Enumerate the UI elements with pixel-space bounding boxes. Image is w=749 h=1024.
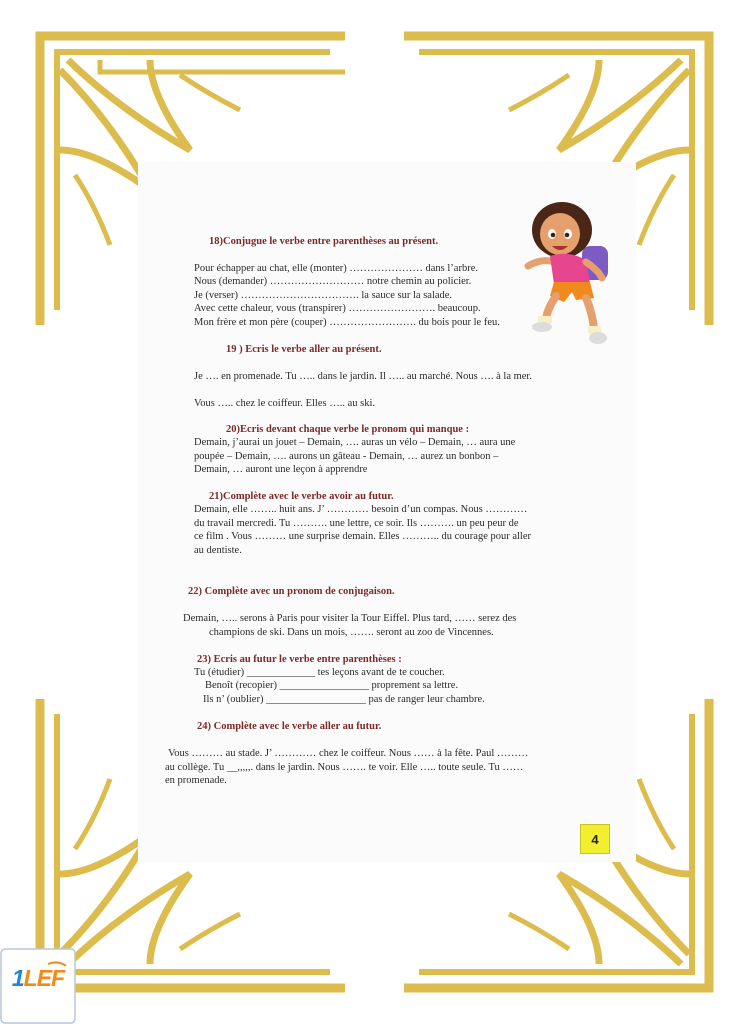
exercise-line: au collège. Tu __,,,,,. dans le jardin. Nous ……. te voir. Elle ….. toute seule. Tu …… [165, 762, 524, 773]
exercise-heading: 21)Complète avec le verbe avoir au futur. [209, 491, 394, 502]
exercise-line: Je …. en promenade. Tu ….. dans le jardin. Il ….. au marché. Nous …. à la mer. [194, 371, 532, 382]
exercise-line: Benoît (recopier) _________________ proprement sa lettre. [205, 680, 459, 691]
logo-part-2: LEF [23, 965, 65, 991]
exercise-heading: 23) Ecris au futur le verbe entre parenthèses : [197, 654, 402, 665]
cartoon-girl-illustration [520, 196, 620, 346]
exercise-line: Je (verser) ……………………………. la sauce sur la salade. [194, 290, 453, 301]
exercise-line: Demain, … auront une leçon à apprendre [194, 464, 368, 475]
exercise-line: Pour échapper au chat, elle (monter) ………………… dans l’arbre. [194, 263, 478, 274]
page-number-badge [580, 824, 610, 854]
exercise-line: champions de ski. Dans un mois, ……. seront au zoo de Vincennes. [209, 627, 494, 638]
exercise-line: Demain, j’aurai un jouet – Demain, …. auras un vélo – Demain, … aura une [194, 437, 516, 448]
exercise-heading: 22) Complète avec un pronom de conjugaison. [188, 586, 395, 597]
exercise-heading: 18)Conjugue le verbe entre parenthèses au présent. [209, 236, 439, 247]
exercise-line: Vous ….. chez le coiffeur. Elles ….. au ski. [194, 398, 375, 409]
exercise-heading: 19 ) Ecris le verbe aller au présent. [226, 344, 382, 355]
exercise-heading: 24) Complète avec le verbe aller au futur. [197, 721, 382, 732]
exercise-heading: 20)Ecris devant chaque verbe le pronom qui manque : [226, 424, 470, 435]
exercise-line: Avec cette chaleur, vous (transpirer) ……………………. beaucoup. [194, 303, 481, 314]
site-logo-text [5, 965, 71, 992]
exercise-line: au dentiste. [194, 545, 242, 556]
exercise-line: Vous ……… au stade. J’ ………… chez le coiffeur. Nous …… à la fête. Paul ……… [168, 748, 529, 759]
exercise-line: poupée – Demain, …. aurons un gâteau - Demain, … aurez un bonbon – [194, 451, 499, 462]
exercise-line: ce film . Vous ……… une surprise demain. Elles ……….. du courage pour aller [194, 531, 531, 542]
exercise-line: Demain, ….. serons à Paris pour visiter la Tour Eiffel. Plus tard, …… serez des [183, 613, 517, 624]
page-number: 4 [591, 831, 599, 847]
exercise-line: Ils n’ (oublier) ___________________ pas de ranger leur chambre. [203, 694, 485, 705]
exercise-line: du travail mercredi. Tu ………. une lettre, ce soir. Ils ………. un peu peur de [194, 518, 519, 529]
exercise-line: Nous (demander) ……………………… notre chemin au policier. [194, 276, 472, 287]
logo-part-1: 1 [11, 965, 24, 991]
exercise-line: Tu (étudier) _____________ tes leçons avant de te coucher. [194, 667, 445, 678]
exercise-line: Demain, elle …….. huit ans. J’ ………… besoin d’un compas. Nous ………… [194, 504, 528, 515]
exercise-line: Mon frère et mon père (couper) ……………………. du bois pour le feu. [194, 317, 500, 328]
exercise-line: en promenade. [165, 775, 227, 786]
